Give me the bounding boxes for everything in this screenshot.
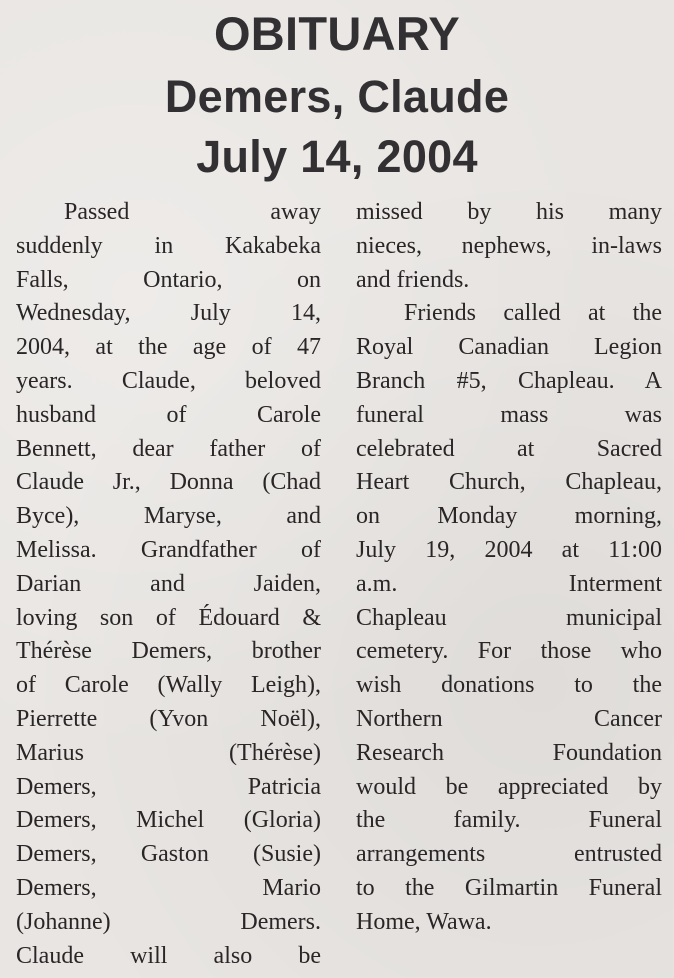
text-line: Heart Church, Chapleau, bbox=[356, 469, 662, 496]
text-line: cemetery. For those who bbox=[356, 638, 662, 665]
text-line: missed by his many bbox=[356, 199, 662, 225]
text-line: Falls, Ontario, on bbox=[16, 266, 321, 293]
text-line: Pierrette (Yvon Noël), bbox=[16, 705, 321, 732]
text-line: Demers, Patricia bbox=[16, 773, 321, 800]
text-line: Marius (Thérèse) bbox=[16, 739, 321, 766]
text-line: Royal Canadian Legion bbox=[356, 334, 662, 361]
obituary-text-right-column bbox=[356, 196, 662, 940]
text-line: arrangements entrusted bbox=[356, 841, 662, 868]
text-line: Passed away bbox=[64, 199, 321, 225]
text-line: Demers, Mario bbox=[16, 874, 321, 901]
text-line: on Monday morning, bbox=[356, 503, 662, 530]
text-line: Demers, Michel (Gloria) bbox=[16, 807, 321, 834]
text-line: Demers, Gaston (Susie) bbox=[16, 841, 321, 868]
text-line: (Johanne) Demers. bbox=[16, 908, 321, 935]
text-line: Chapleau municipal bbox=[356, 604, 662, 631]
text-line: years. Claude, beloved bbox=[16, 367, 321, 394]
text-line: and friends. bbox=[356, 266, 470, 293]
text-line: Claude Jr., Donna (Chad bbox=[16, 469, 321, 496]
deceased-name: Demers, Claude bbox=[164, 71, 510, 122]
text-line: would be appreciated by bbox=[356, 773, 662, 800]
text-line: of Carole (Wally Leigh), bbox=[16, 672, 321, 699]
text-line: Wednesday, July 14, bbox=[16, 300, 321, 327]
text-line: funeral mass was bbox=[356, 401, 662, 428]
obituary-heading: OBITUARY bbox=[213, 7, 461, 60]
text-line: suddenly in Kakabeka bbox=[16, 232, 321, 259]
text-line: Thérèse Demers, brother bbox=[16, 638, 321, 665]
text-line: wish donations to the bbox=[356, 672, 662, 699]
text-line: 2004, at the age of 47 bbox=[16, 334, 321, 361]
text-line: the family. Funeral bbox=[356, 807, 662, 834]
text-line: celebrated at Sacred bbox=[356, 435, 662, 462]
text-line: Melissa. Grandfather of bbox=[16, 536, 321, 563]
text-line: Northern Cancer bbox=[356, 705, 662, 732]
text-line: Research Foundation bbox=[356, 739, 662, 766]
text-line: Branch #5, Chapleau. A bbox=[356, 367, 662, 394]
text-line: July 19, 2004 at 11:00 bbox=[356, 536, 662, 563]
text-line: loving son of Édouard & bbox=[16, 604, 321, 631]
text-line: to the Gilmartin Funeral bbox=[356, 874, 662, 901]
text-line: Friends called at the bbox=[404, 300, 662, 327]
text-line: Claude will also be bbox=[16, 942, 321, 969]
obituary-text-left-column bbox=[16, 196, 321, 973]
date-of-death: July 14, 2004 bbox=[196, 131, 478, 182]
text-line: Darian and Jaiden, bbox=[16, 570, 321, 597]
text-line: Bennett, dear father of bbox=[16, 435, 321, 462]
text-line: a.m. Interment bbox=[356, 570, 662, 597]
text-line: husband of Carole bbox=[16, 401, 321, 428]
text-line: Home, Wawa. bbox=[356, 908, 492, 935]
text-line: Byce), Maryse, and bbox=[16, 503, 321, 530]
text-line: nieces, nephews, in-laws bbox=[356, 232, 662, 259]
